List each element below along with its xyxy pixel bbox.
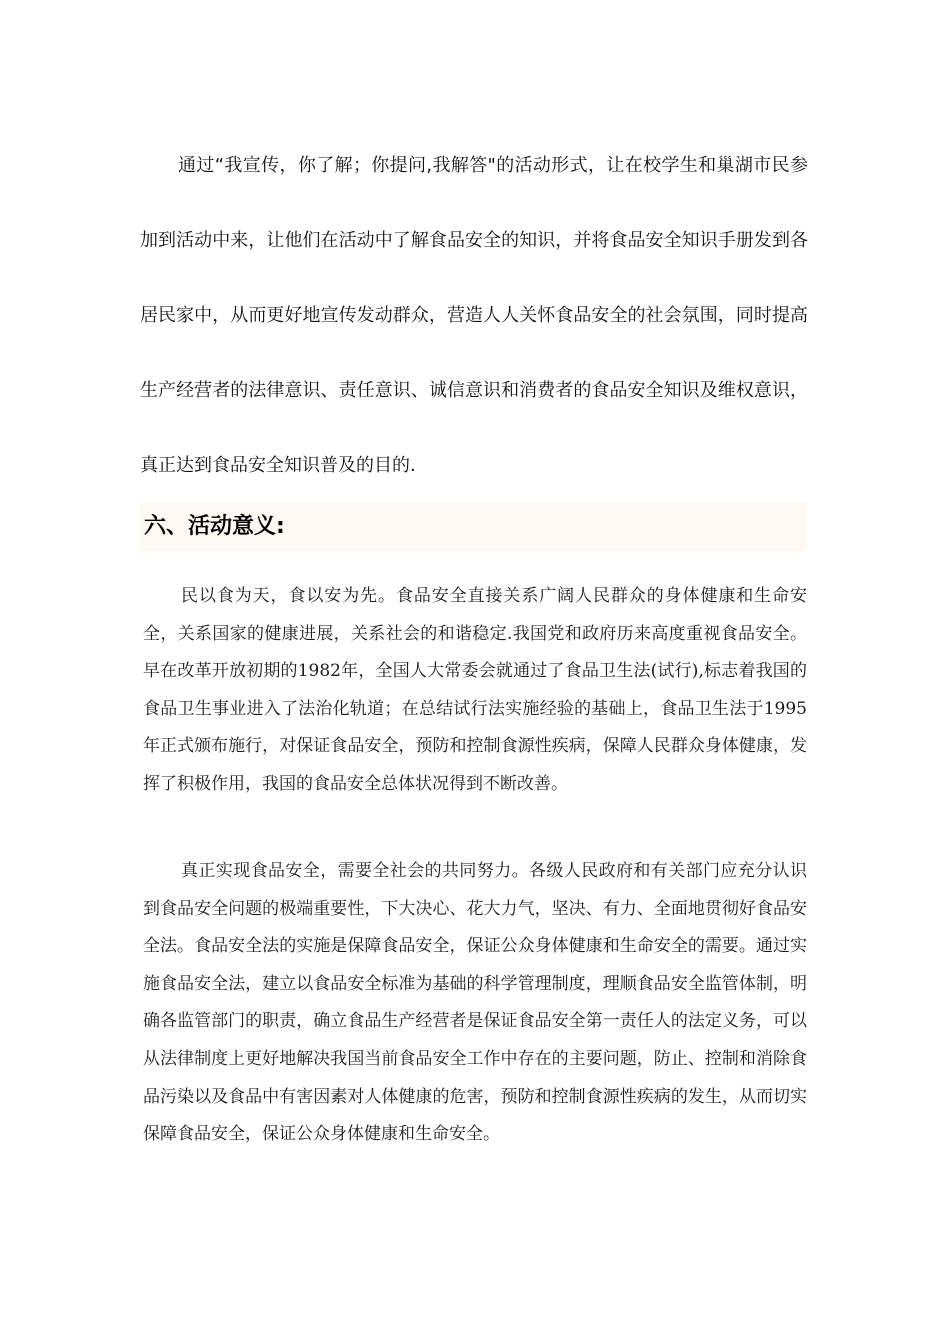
section-heading-band [140,503,806,551]
body-paragraph-1: 民以食为天，食以安为先。食品安全直接关系广阔人民群众的身体健康和生命安全，关系国家的健康进展，关系社会的和谐稳定.我国党和政府历来高度重视食品安全。早在改革开放初期的1982年，全国人大常委会就通过了食品卫生法(试行),标志着我国的食品卫生事业进入了法治化轨道；在总结试行法实施经验的基础上，食品卫生法于1995年正式颁布施行，对保证食品安全，预防和控制食源性疾病，保障人民群众身体健康，发挥了积极作用，我国的食品安全总体状况得到不断改善。 [143,586,807,794]
intro-paragraph: 通过“我宣传，你了解；你提问,我解答"的活动形式，让在校学生和巢湖市民参加到活动中来，让他们在活动中了解食品安全的知识，并将食品安全知识手册发到各居民家中，从而更好地宣传发动群众，营造人人关怀食品安全的社会氛围，同时提高生产经营者的法律意识、责任意识、诚信意识和消费者的食品安全知识及维权意识，真正达到食品安全知识普及的目的. [140,155,808,476]
body-paragraph-2: 真正实现食品安全，需要全社会的共同努力。各级人民政府和有关部门应充分认识到食品安全问题的极端重要性，下大决心、花大力气，坚决、有力、全面地贯彻好食品安全法。食品安全法的实施是保障食品安全，保证公众身体健康和生命安全的需要。通过实施食品安全法，建立以食品安全标准为基础的科学管理制度，理顺食品安全监管体制，明确各监管部门的职责，确立食品生产经营者是保证食品安全第一责任人的法定义务，可以从法律制度上更好地解决我国当前食品安全工作中存在的主要问题，防止、控制和消除食品污染以及食品中有害因素对人体健康的危害，预防和控制食源性疾病的发生，从而切实保障食品安全，保证公众身体健康和生命安全。 [143,861,807,1145]
section-heading: 六、活动意义: [144,514,285,539]
